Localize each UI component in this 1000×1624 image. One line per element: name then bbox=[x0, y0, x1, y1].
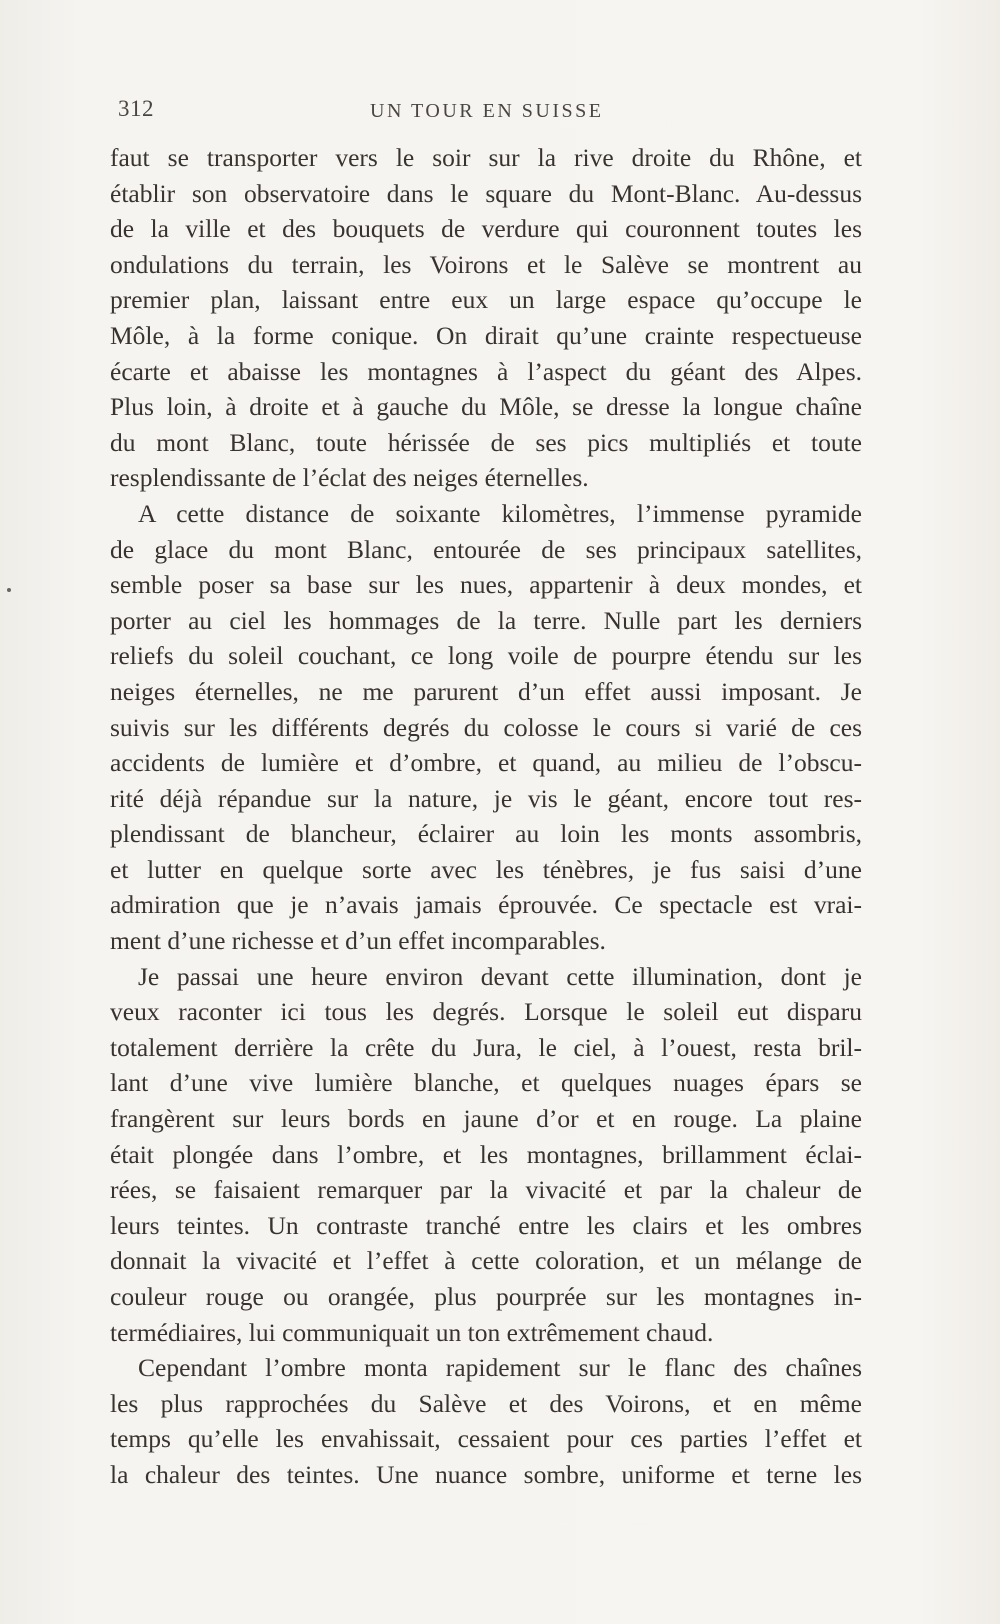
page-header bbox=[118, 96, 863, 130]
text-line: rées, se faisaient remarquer par la vivacité et par la chaleur de bbox=[110, 1175, 862, 1205]
body-text bbox=[110, 140, 862, 1520]
text-line: frangèrent sur leurs bords en jaune d’or et en rouge. La plaine bbox=[110, 1104, 862, 1134]
text-line: reliefs du soleil couchant, ce long voile de pourpre étendu sur les bbox=[110, 641, 862, 671]
text-line: et lutter en quelque sorte avec les ténèbres, je fus saisi d’une bbox=[110, 854, 862, 884]
text-line: de glace du mont Blanc, entourée de ses principaux satellites, bbox=[110, 534, 862, 564]
text-line: suivis sur les différents degrés du colosse le cours si varié de ces bbox=[110, 712, 862, 742]
text-line: Môle, à la forme conique. On dirait qu’une crainte respectueuse bbox=[110, 320, 862, 350]
text-line: Plus loin, à droite et à gauche du Môle, se dresse la longue chaîne bbox=[110, 392, 862, 422]
text-line: ondulations du terrain, les Voirons et le Salève se montrent au bbox=[110, 249, 862, 279]
text-line: du mont Blanc, toute hérissée de ses pics multipliés et toute bbox=[110, 427, 862, 457]
text-line: la chaleur des teintes. Une nuance sombre, uniforme et terne les bbox=[110, 1459, 862, 1489]
text-line: Je passai une heure environ devant cette illumination, dont je bbox=[138, 961, 862, 991]
text-line: faut se transporter vers le soir sur la rive droite du Rhône, et bbox=[110, 143, 862, 172]
text-line: les plus rapprochées du Salève et des Voirons, et en même bbox=[110, 1388, 862, 1418]
text-line: Cependant l’ombre monta rapidement sur le flanc des chaînes bbox=[138, 1353, 862, 1383]
text-line: A cette distance de soixante kilomètres, l’immense pyramide bbox=[138, 498, 862, 528]
text-line: ment d’une richesse et d’un effet incomparables. bbox=[110, 926, 606, 956]
text-line: donnait la vivacité et l’effet à cette coloration, et un mélange de bbox=[110, 1246, 862, 1276]
text-line: admiration que je n’avais jamais éprouvée. Ce spectacle est vrai- bbox=[110, 890, 862, 920]
text-line: accidents de lumière et d’ombre, et quand, au milieu de l’obscu- bbox=[110, 748, 862, 778]
text-line: leurs teintes. Un contraste tranché entre les clairs et les ombres bbox=[110, 1210, 862, 1240]
running-title: UN TOUR EN SUISSE bbox=[370, 100, 604, 122]
text-line: porter au ciel les hommages de la terre. Nulle part les derniers bbox=[110, 605, 862, 635]
text-line: totalement derrière la crête du Jura, le ciel, à l’ouest, resta bril- bbox=[110, 1032, 862, 1062]
text-line: était plongée dans l’ombre, et les montagnes, brillamment éclai- bbox=[110, 1139, 862, 1169]
text-line: écarte et abaisse les montagnes à l’aspect du géant des Alpes. bbox=[110, 356, 862, 386]
text-line: veux raconter ici tous les degrés. Lorsque le soleil eut disparu bbox=[110, 997, 862, 1027]
margin-speck bbox=[7, 588, 11, 592]
text-line: temps qu’elle les envahissait, cessaient pour ces parties l’effet et bbox=[110, 1424, 862, 1454]
text-line: lant d’une vive lumière blanche, et quelques nuages épars se bbox=[110, 1068, 862, 1098]
text-line: premier plan, laissant entre eux un large espace qu’occupe le bbox=[110, 285, 862, 315]
text-line: de la ville et des bouquets de verdure qui couronnent toutes les bbox=[110, 214, 862, 244]
text-line: établir son observatoire dans le square du Mont-Blanc. Au-dessus bbox=[110, 178, 862, 208]
text-line: neiges éternelles, ne me parurent d’un effet aussi imposant. Je bbox=[110, 676, 862, 706]
text-line: semble poser sa base sur les nues, appartenir à deux mondes, et bbox=[110, 570, 862, 600]
text-line: plendissant de blancheur, éclairer au loin les monts assombris, bbox=[110, 819, 862, 849]
text-line: couleur rouge ou orangée, plus pourprée sur les montagnes in- bbox=[110, 1282, 862, 1311]
text-line: rité déjà répandue sur la nature, je vis le géant, encore tout res- bbox=[110, 783, 862, 813]
text-line: resplendissante de l’éclat des neiges éternelles. bbox=[110, 463, 589, 493]
page-number: 312 bbox=[118, 96, 154, 121]
text-line: termédiaires, lui communiquait un ton extrêmement chaud. bbox=[110, 1317, 714, 1347]
